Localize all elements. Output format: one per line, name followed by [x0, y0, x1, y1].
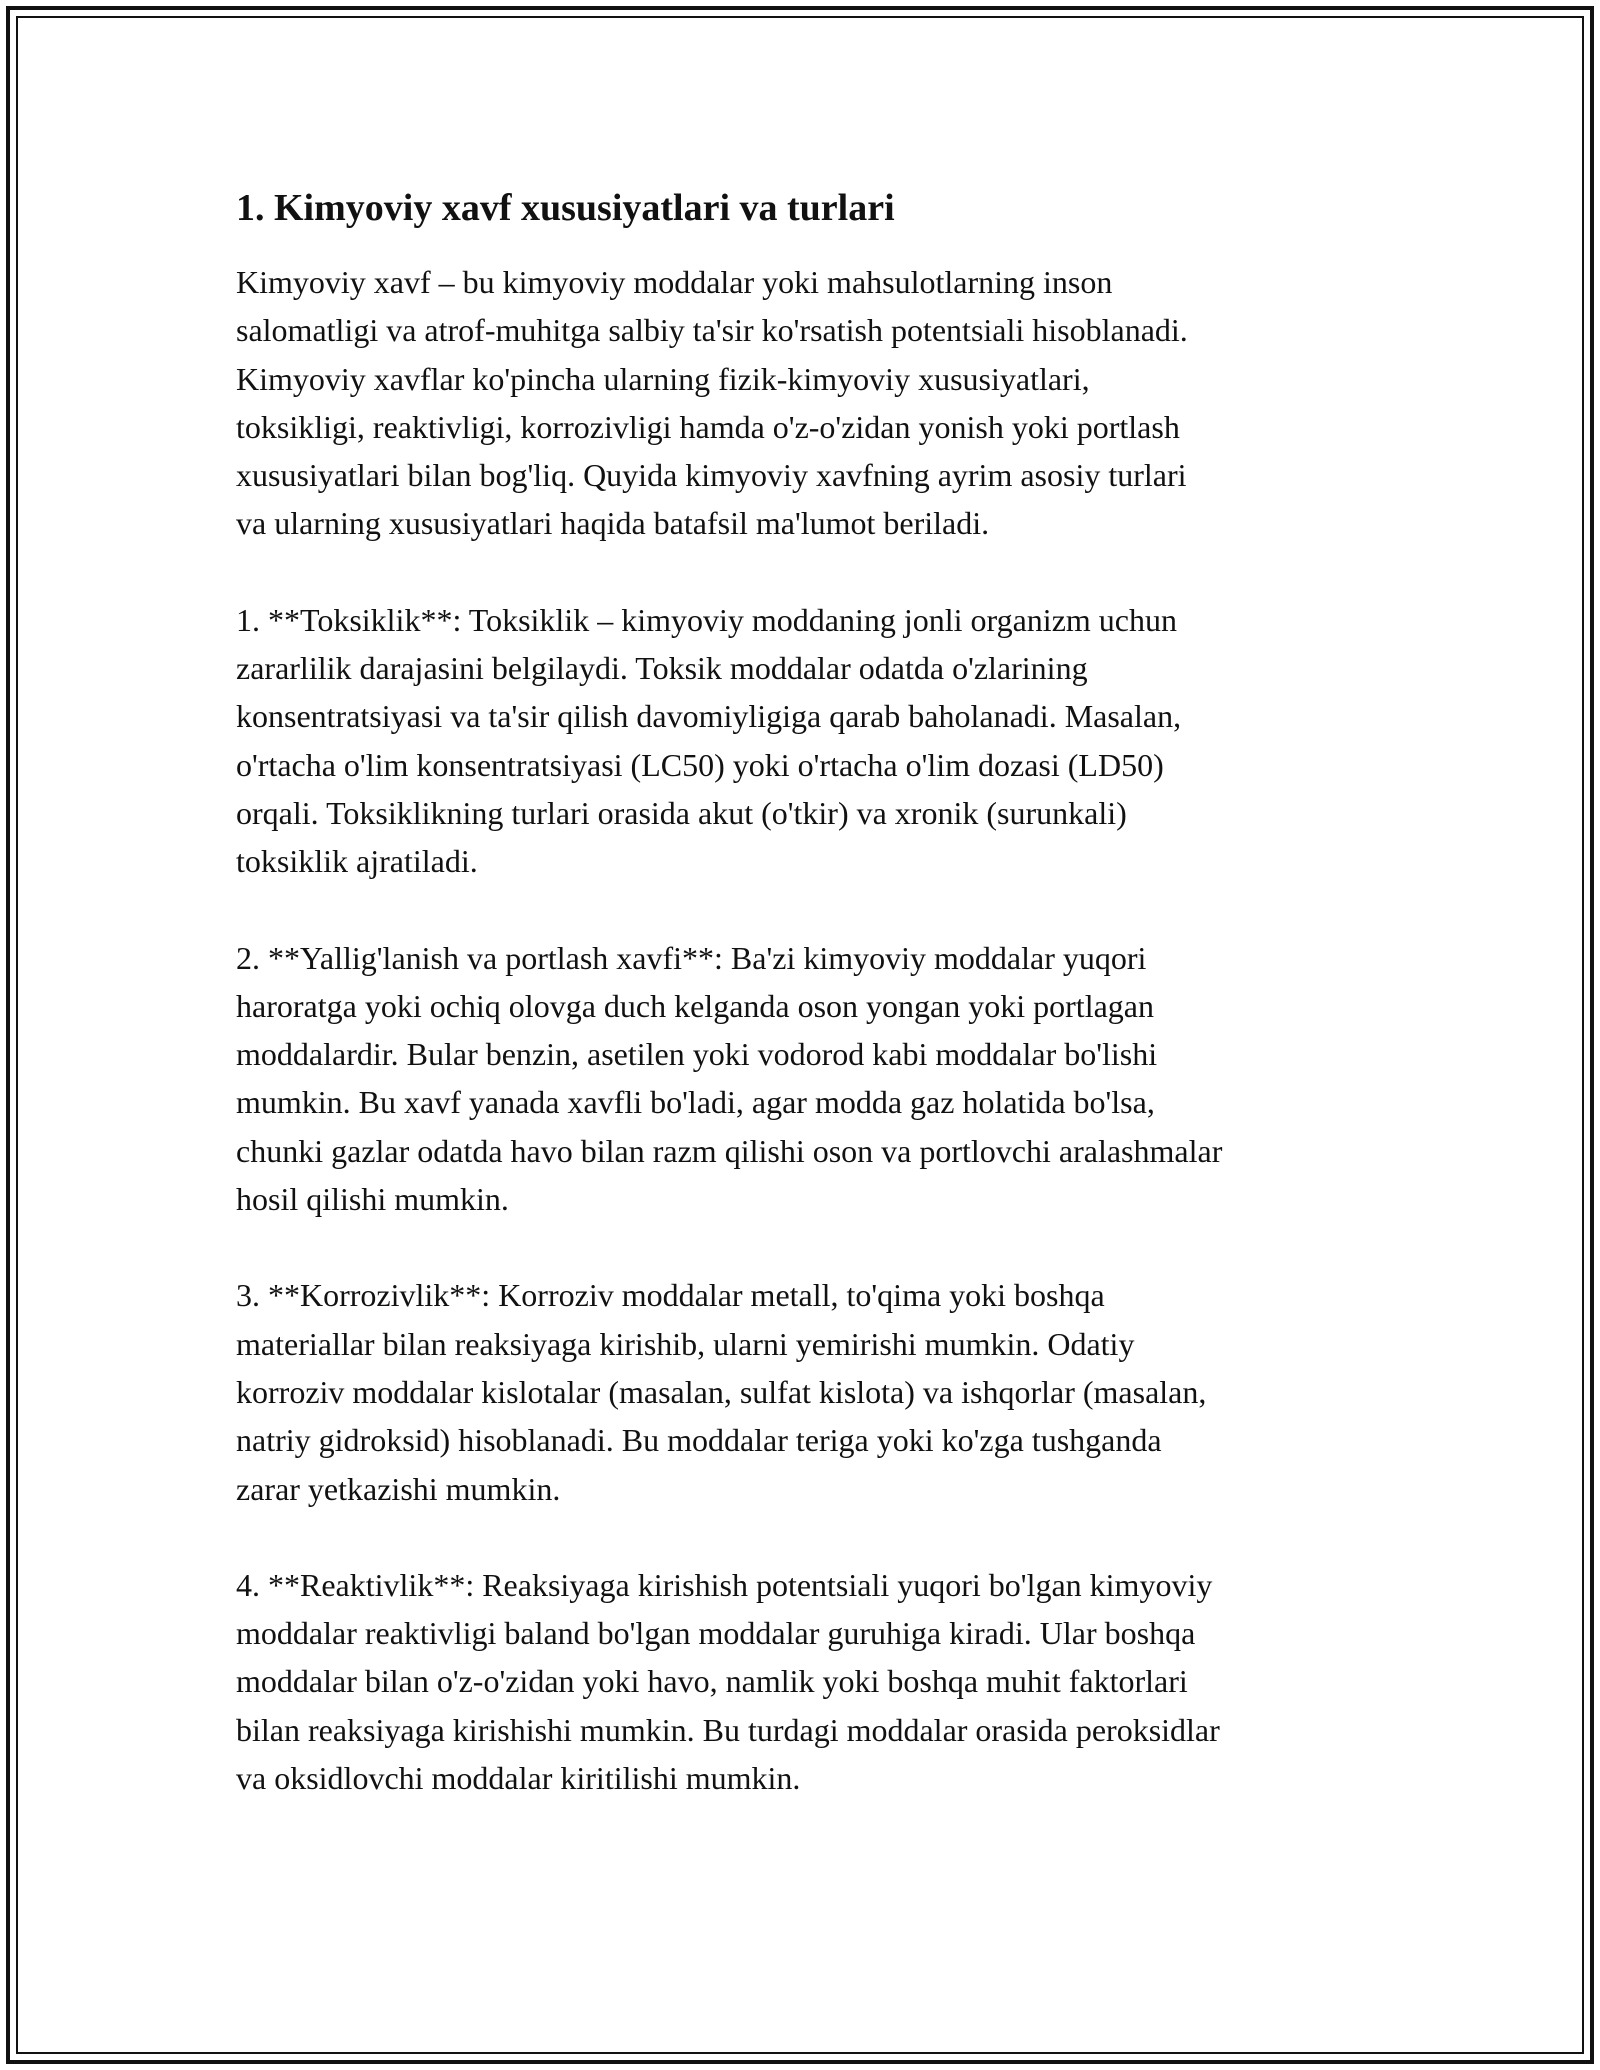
corrosivity-paragraph: 3. **Korrozivlik**: Korroziv moddalar metall, to'qima yoki boshqa materiallar bilan reaksiyaga kirishib, ularni yemirishi mumkin. Odatiy korroziv moddalar kislotalar (masalan, sulfat kislota) va ishqorlar (masalan, natriy gidroksid) hisoblanadi. Bu moddalar teriga yoki ko'zga tushganda zarar yetkazishi mumkin. — [236, 1277, 1207, 1507]
reactivity-paragraph: 4. **Reaktivlik**: Reaksiyaga kirishish potentsiali yuqori bo'lgan kimyoviy moddalar reaktivligi baland bo'lgan moddalar guruhiga kiradi. Ular boshqa moddalar bilan o'z-o'zidan yoki havo, namlik yoki boshqa muhit faktorlari bilan reaksiyaga kirishishi mumkin. Bu turdagi moddalar orasida peroksidlar va oksidlovchi moddalar kiritilishi mumkin. — [236, 1566, 1220, 1797]
document-body — [236, 184, 1376, 1850]
flammability-paragraph: 2. **Yallig'lanish va portlash xavfi**: Ba'zi kimyoviy moddalar yuqori haroratga yoki ochiq olovga duch kelganda oson yongan yoki portlagan moddalardir. Bular benzin, asetilen yoki vodorod kabi moddalar bo'lishi mumkin. Bu xavf yanada xavfli bo'ladi, agar modda gaz holatida bo'lsa, chunki gazlar odatda havo bilan razm qilishi oson va portlovchi aralashmalar hosil qilishi mumkin. — [236, 939, 1223, 1218]
toxicity-paragraph: 1. **Toksiklik**: Toksiklik – kimyoviy moddaning jonli organizm uchun zararlilik darajasini belgilaydi. Toksik moddalar odatda o'zlarining konsentratsiyasi va ta'sir qilish davomiyligiga qarab baholanadi. Masalan, o'rtacha o'lim konsentratsiyasi (LC50) yoki o'rtacha o'lim dozasi (LD50) orqali. Toksiklikning turlari orasida akut (o'tkir) va xronik (surunkali) toksiklik ajratiladi. — [236, 601, 1182, 880]
section-heading: 1. Kimyoviy xavf xususiyatlari va turlari — [236, 187, 895, 229]
intro-paragraph: Kimyoviy xavf – bu kimyoviy moddalar yoki mahsulotlarning inson salomatligi va atrof-muhitga salbiy ta'sir ko'rsatish potentsiali hisoblanadi. Kimyoviy xavflar ko'pincha ularning fizik-kimyoviy xususiyatlari, toksikligi, reaktivligi, korrozivligi hamda o'z-o'zidan yonish yoki portlash xususiyatlari bilan bog'liq. Quyida kimyoviy xavfning ayrim asosiy turlari va ularning xususiyatlari haqida batafsil ma'lumot beriladi. — [236, 264, 1188, 542]
